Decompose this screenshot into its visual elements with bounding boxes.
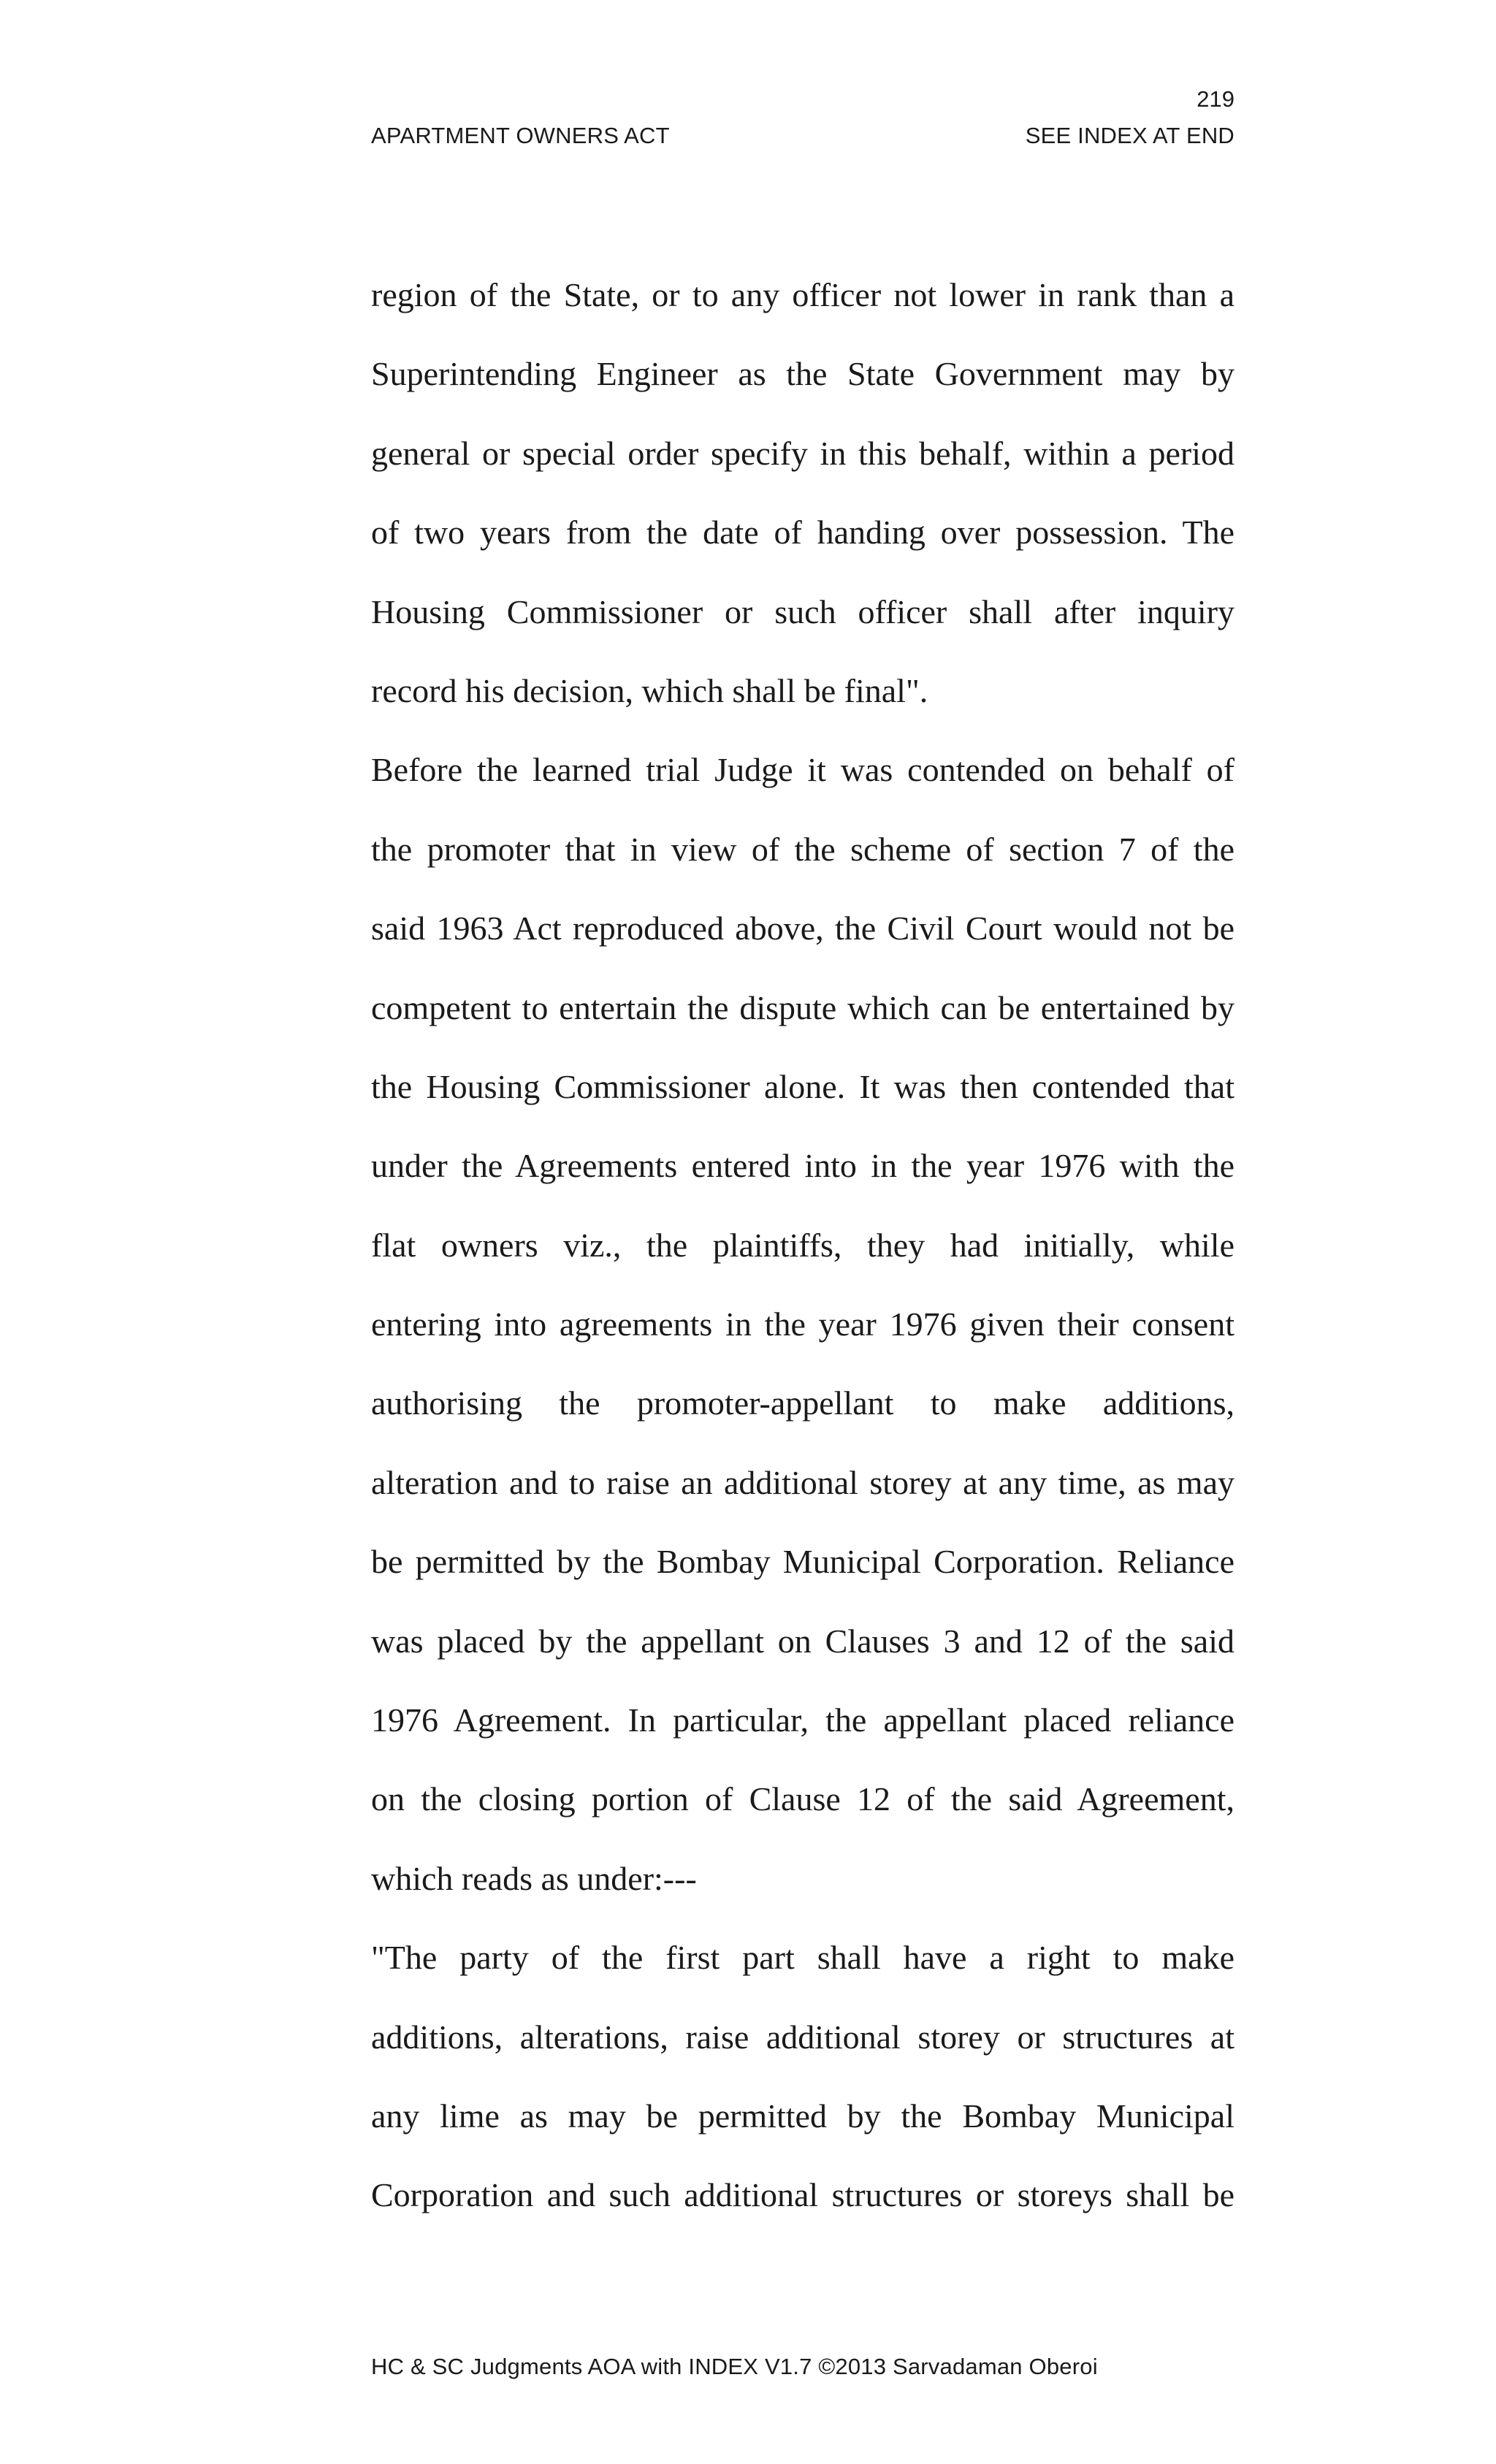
running-header-left: APARTMENT OWNERS ACT [371,123,670,148]
body-line: entering into agreements in the year 1976 given their consent [371,1305,1234,1343]
body-line: the Housing Commissioner alone. It was then contended that [371,1067,1234,1105]
body-line: which reads as under:--- [371,1859,697,1897]
body-line: be permitted by the Bombay Municipal Corporation. Reliance [371,1543,1234,1581]
body-line: competent to entertain the dispute which can be entertained by [371,988,1234,1026]
body-line: additions, alterations, raise additional storey or structures at [371,2018,1234,2056]
body-line: Superintending Engineer as the State Government may by [371,355,1234,393]
body-line: any lime as may be permitted by the Bombay Municipal [371,2097,1234,2135]
page-footer: HC & SC Judgments AOA with INDEX V1.7 ©2013 Sarvadaman Oberoi [371,2354,1098,2379]
body-line: Corporation and such additional structures or storeys shall be [371,2176,1234,2214]
body-line: "The party of the first part shall have a right to make [371,1939,1234,1977]
document-body [371,256,1234,2235]
body-line: general or special order specify in this behalf, within a period [371,434,1234,472]
body-line: under the Agreements entered into in the year 1976 with the [371,1147,1234,1185]
body-line: said 1963 Act reproduced above, the Civil Court would not be [371,909,1234,947]
page-number: 219 [1197,86,1234,112]
body-line: was placed by the appellant on Clauses 3 and 12 of the said [371,1622,1234,1660]
running-header [371,123,1234,149]
body-line: record his decision, which shall be final". [371,671,928,709]
running-header-right: SEE INDEX AT END [1025,123,1234,148]
body-line: alteration and to raise an additional storey at any time, as may [371,1463,1234,1501]
body-line: authorising the promoter-appellant to make additions, [371,1384,1234,1422]
body-line: 1976 Agreement. In particular, the appellant placed reliance [371,1701,1234,1739]
body-line: Housing Commissioner or such officer shall after inquiry [371,592,1234,630]
body-line: the promoter that in view of the scheme of section 7 of the [371,830,1234,868]
body-line: of two years from the date of handing over possession. The [371,514,1234,552]
body-line: region of the State, or to any officer not lower in rank than a [371,276,1234,313]
body-line: flat owners viz., the plaintiffs, they had initially, while [371,1226,1234,1264]
body-line: on the closing portion of Clause 12 of the said Agreement, [371,1780,1234,1818]
body-line: Before the learned trial Judge it was contended on behalf of [371,751,1234,789]
